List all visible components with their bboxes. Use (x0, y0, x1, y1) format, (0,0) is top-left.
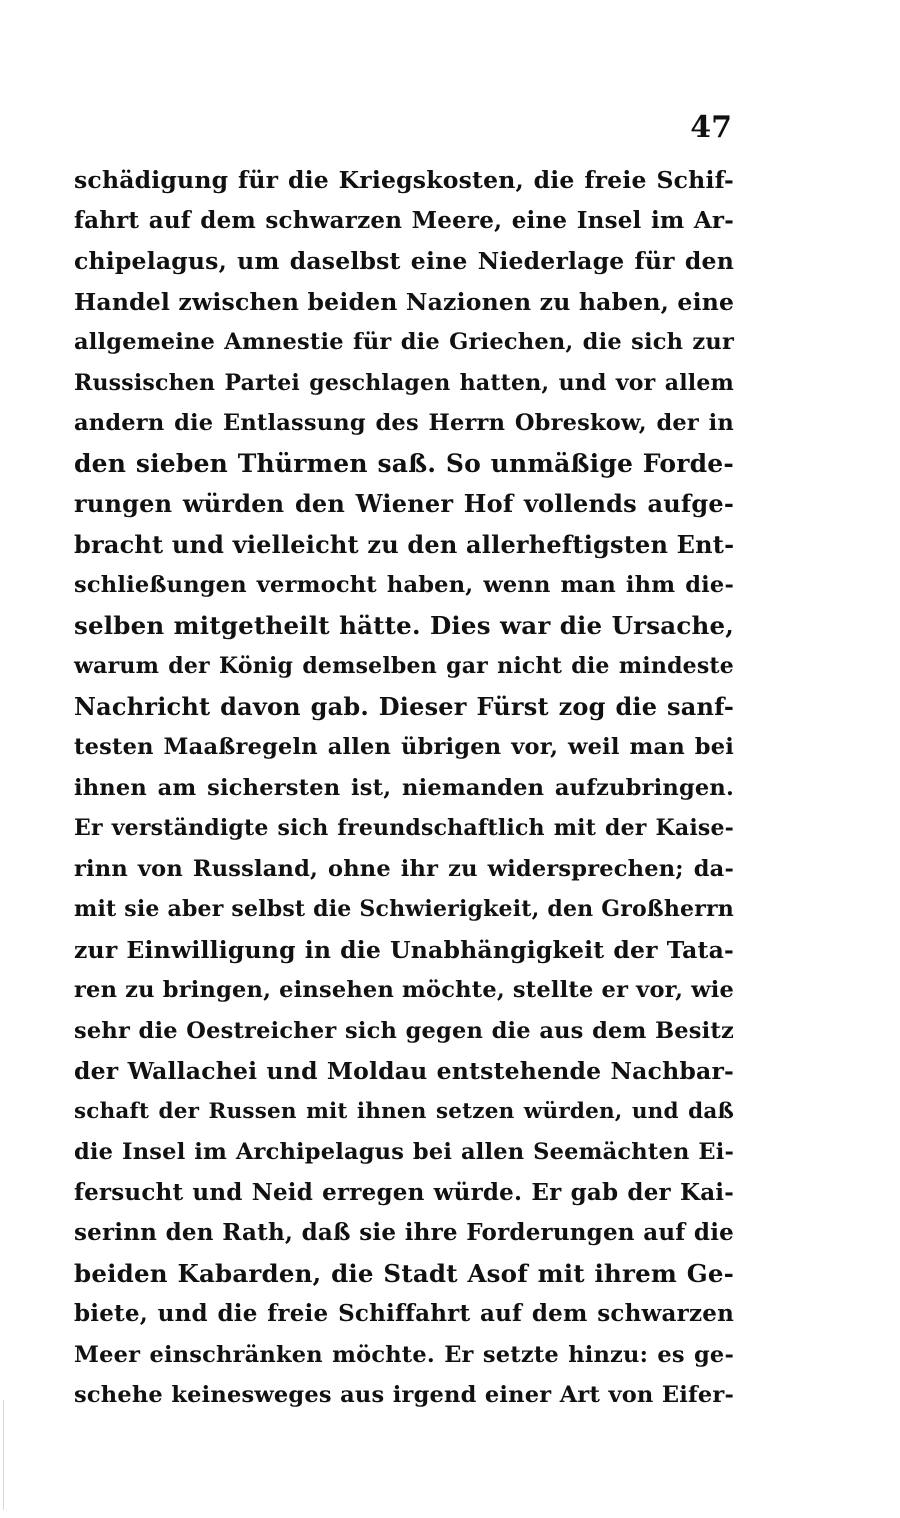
text-line: zur Einwilligung in die Unabhängigkeit der Tata- (74, 935, 734, 964)
text-line: schaft der Russen mit ihnen setzen würden, und daß (74, 1098, 734, 1124)
text-line: Handel zwischen beiden Nazionen zu haben, eine (74, 287, 735, 316)
text-line: die Insel im Archipelagus bei allen Seemächten Ei- (74, 1139, 734, 1165)
text-line: sehr die Oestreicher sich gegen die aus dem Besitz (74, 1017, 734, 1044)
text-line: ihnen am sichersten ist, niemanden aufzubringen. (74, 774, 734, 801)
text-line: schließungen vermocht haben, wenn man ihm die- (74, 572, 734, 598)
text-line: allgemeine Amnestie für die Griechen, die sich zur (74, 329, 734, 355)
text-line: fersucht und Neid erregen würde. Er gab der Kai- (74, 1178, 734, 1206)
text-line: schehe keinesweges aus irgend einer Art von Eifer- (74, 1382, 734, 1408)
text-line: schädigung für die Kriegskosten, die freie Schif- (74, 166, 734, 194)
text-line: biete, und die freie Schiffahrt auf dem schwarzen (74, 1300, 734, 1327)
body-text (74, 160, 734, 1416)
text-line: rinn von Russland, ohne ihr zu widersprechen; da- (74, 855, 734, 882)
text-line: beiden Kabarden, die Stadt Asof mit ihrem Ge- (74, 1258, 734, 1288)
text-line: bracht und vielleicht zu den allerheftigsten Ent- (74, 529, 735, 559)
text-line: testen Maaßregeln allen übrigen vor, weil man bei (74, 734, 734, 760)
text-line: mit sie aber selbst die Schwierigkeit, den Großherrn (74, 896, 734, 922)
text-line: Nachricht davon gab. Dieser Fürst zog die sanf- (74, 691, 734, 721)
text-line: den sieben Thürmen saß. So unmäßige Forde- (74, 448, 734, 478)
text-line: chipelagus, um daselbst eine Niederlage für den (74, 247, 734, 275)
text-line: ren zu bringen, einsehen möchte, stellte er vor, wie (74, 977, 734, 1003)
page-edge-mark (3, 1400, 4, 1510)
text-line: warum der König demselben gar nicht die mindeste (74, 653, 734, 679)
page-number: 47 (690, 110, 732, 145)
text-line: andern die Entlassung des Herrn Obreskow, der in (74, 410, 734, 436)
text-line: selben mitgetheilt hätte. Dies war die Ursache, (74, 610, 734, 640)
text-line: Er verständigte sich freundschaftlich mit der Kaise- (74, 815, 734, 841)
text-line: fahrt auf dem schwarzen Meere, eine Insel im Ar- (74, 206, 734, 234)
text-line: serinn den Rath, daß sie ihre Forderungen auf die (74, 1219, 734, 1246)
text-line: der Wallachei und Moldau entstehende Nachbar- (74, 1057, 734, 1085)
text-line: Russischen Partei geschlagen hatten, und vor allem (74, 369, 734, 396)
text-line: rungen würden den Wiener Hof vollends aufge- (74, 489, 734, 518)
text-line: Meer einschränken möchte. Er setzte hinzu: es ge- (74, 1341, 734, 1368)
